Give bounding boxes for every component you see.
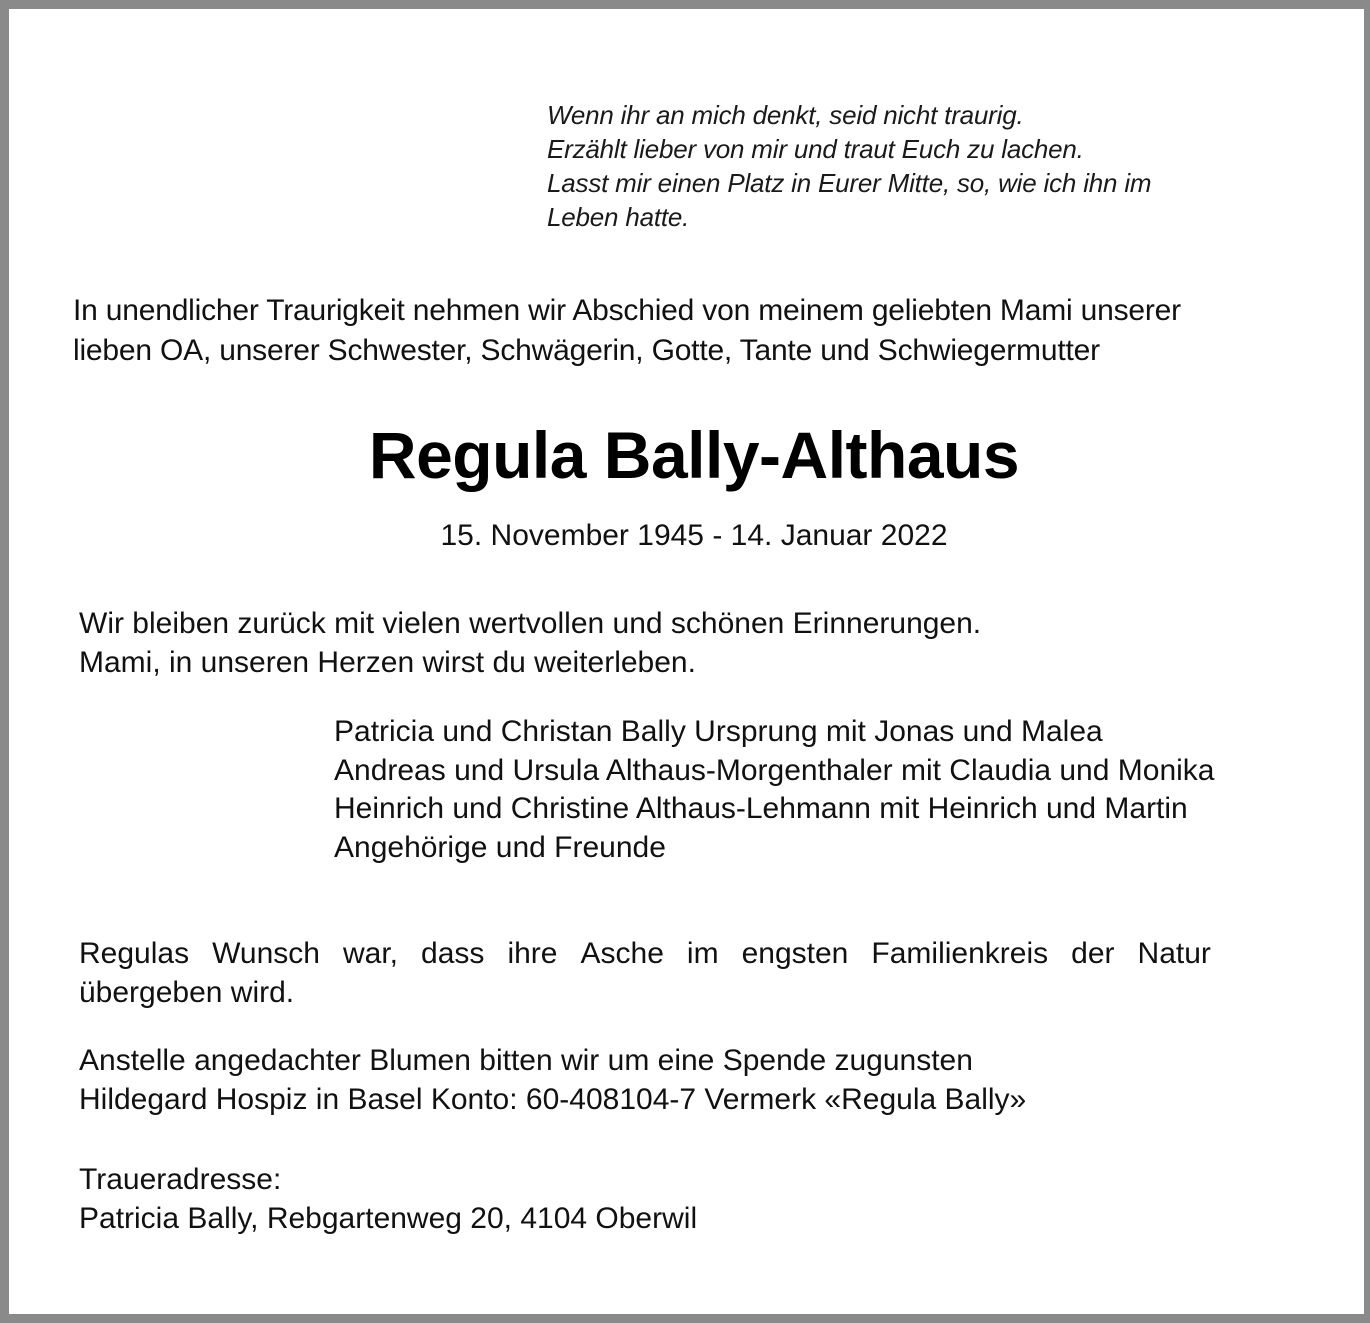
remembrance-line: Wir bleiben zurück mit vielen wertvollen und schönen Erinnerungen. [79, 607, 982, 640]
mourner-entry: Heinrich und Christine Althaus-Lehmann mit Heinrich und Martin [334, 792, 1188, 825]
mourner-entry: Andreas und Ursula Althaus-Morgenthaler mit Claudia und Monika [334, 753, 1215, 787]
mourning-address [79, 1160, 697, 1238]
wish-word: engsten [741, 937, 849, 970]
wish-word: war, [342, 937, 398, 970]
mourners-list [334, 713, 1214, 867]
intro-line: In unendlicher Traurigkeit nehmen wir Abschied von meinem geliebten Mami unserer [73, 294, 1181, 327]
donation-line: Hildegard Hospiz in Basel Konto: 60-408104-7 Vermerk «Regula Bally» [79, 1082, 1027, 1116]
address-label: Traueradresse: [79, 1163, 282, 1196]
poem-line: Leben hatte. [547, 202, 690, 232]
remembrance-line: Mami, in unseren Herzen wirst du weiterleben. [79, 646, 696, 679]
remembrance-text [79, 604, 981, 682]
poem-line: Lasst mir einen Platz in Eurer Mitte, so, wie ich ihn im [547, 168, 1152, 198]
funeral-wish-line [79, 934, 1211, 973]
wish-word: dass [421, 937, 485, 970]
mourner-entry: Patricia und Christan Bally Ursprung mit Jonas und Malea [334, 715, 1103, 748]
deceased-name: Regula Bally-Althaus [368, 418, 1020, 492]
life-dates: 15. November 1945 - 14. Januar 2022 [440, 519, 948, 552]
intro-line: lieben OA, unserer Schwester, Schwägerin, Gotte, Tante und Schwiegermutter [73, 334, 1100, 367]
wish-word: Natur [1137, 937, 1211, 970]
poem-line: Erzählt lieber von mir und traut Euch zu lachen. [547, 134, 1084, 164]
donation-line: Anstelle angedachter Blumen bitten wir um eine Spende zugunsten [79, 1044, 973, 1077]
funeral-wish-last-line: übergeben wird. [79, 976, 295, 1009]
wish-word: im [686, 937, 719, 970]
wish-word: ihre [507, 937, 558, 970]
mourner-entry: Angehörige und Freunde [334, 830, 666, 864]
donation-request [79, 1042, 1026, 1119]
address-value: Patricia Bally, Rebgartenweg 20, 4104 Oberwil [79, 1202, 698, 1235]
wish-word: Familienkreis [871, 937, 1049, 970]
poem-line: Wenn ihr an mich denkt, seid nicht traurig. [547, 100, 1024, 130]
wish-word: Wunsch [212, 937, 320, 970]
wish-word: Asche [580, 937, 664, 970]
wish-word: Regulas [79, 937, 190, 970]
intro-text [73, 291, 1181, 371]
poem-quote [547, 98, 1151, 234]
wish-word: der [1071, 937, 1115, 970]
funeral-wish [79, 934, 1211, 1012]
